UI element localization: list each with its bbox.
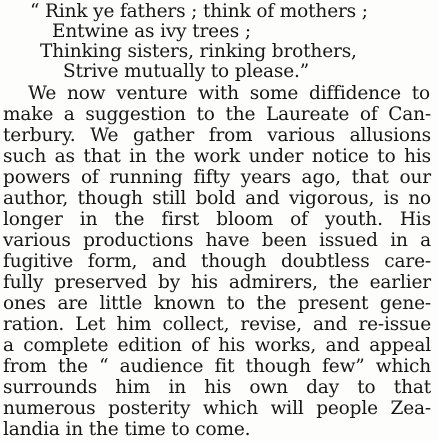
paragraph-line: landia in the time to come.	[3, 419, 251, 440]
paragraph-line: longer in the first bloom of youth. His	[3, 209, 431, 230]
paragraph-line: surrounds him in his own day to that	[3, 377, 431, 398]
paragraph-line: terbury. We gather from various allusions	[3, 125, 431, 146]
paragraph-line: author, though still bold and vigorous, is no	[3, 188, 431, 209]
paragraph-line: fully preserved by his admirers, the earlier	[3, 272, 431, 293]
paragraph-line: a complete edition of his works, and appeal	[3, 335, 431, 356]
paragraph-line: powers of running fifty years ago, that our	[3, 167, 431, 188]
paragraph-line: such as that in the work under notice to his	[3, 146, 431, 167]
paragraph-line: ones are little known to the present gene-	[3, 293, 431, 314]
paragraph-line: make a suggestion to the Laureate of Can-	[3, 104, 431, 125]
verse-line: Entwine as ivy trees ;	[52, 21, 251, 42]
verse-line: Strive mutually to please.”	[63, 61, 310, 82]
paragraph-line: various productions have been issued in a	[3, 230, 431, 251]
verse-line: “ Rink ye fathers ; think of mothers ;	[30, 1, 368, 22]
paragraph-line: We now venture with some diffidence to	[28, 83, 430, 104]
verse-line: Thinking sisters, rinking brothers,	[40, 41, 357, 62]
paragraph-line: numerous posterity which will people Zea-	[3, 398, 431, 419]
paragraph-line: ration. Let him collect, revise, and re-issue	[3, 314, 431, 335]
paragraph-line: fugitive form, and though doubtless care-	[3, 251, 431, 272]
paragraph-line: from the “ audience fit though few” which	[3, 356, 431, 377]
